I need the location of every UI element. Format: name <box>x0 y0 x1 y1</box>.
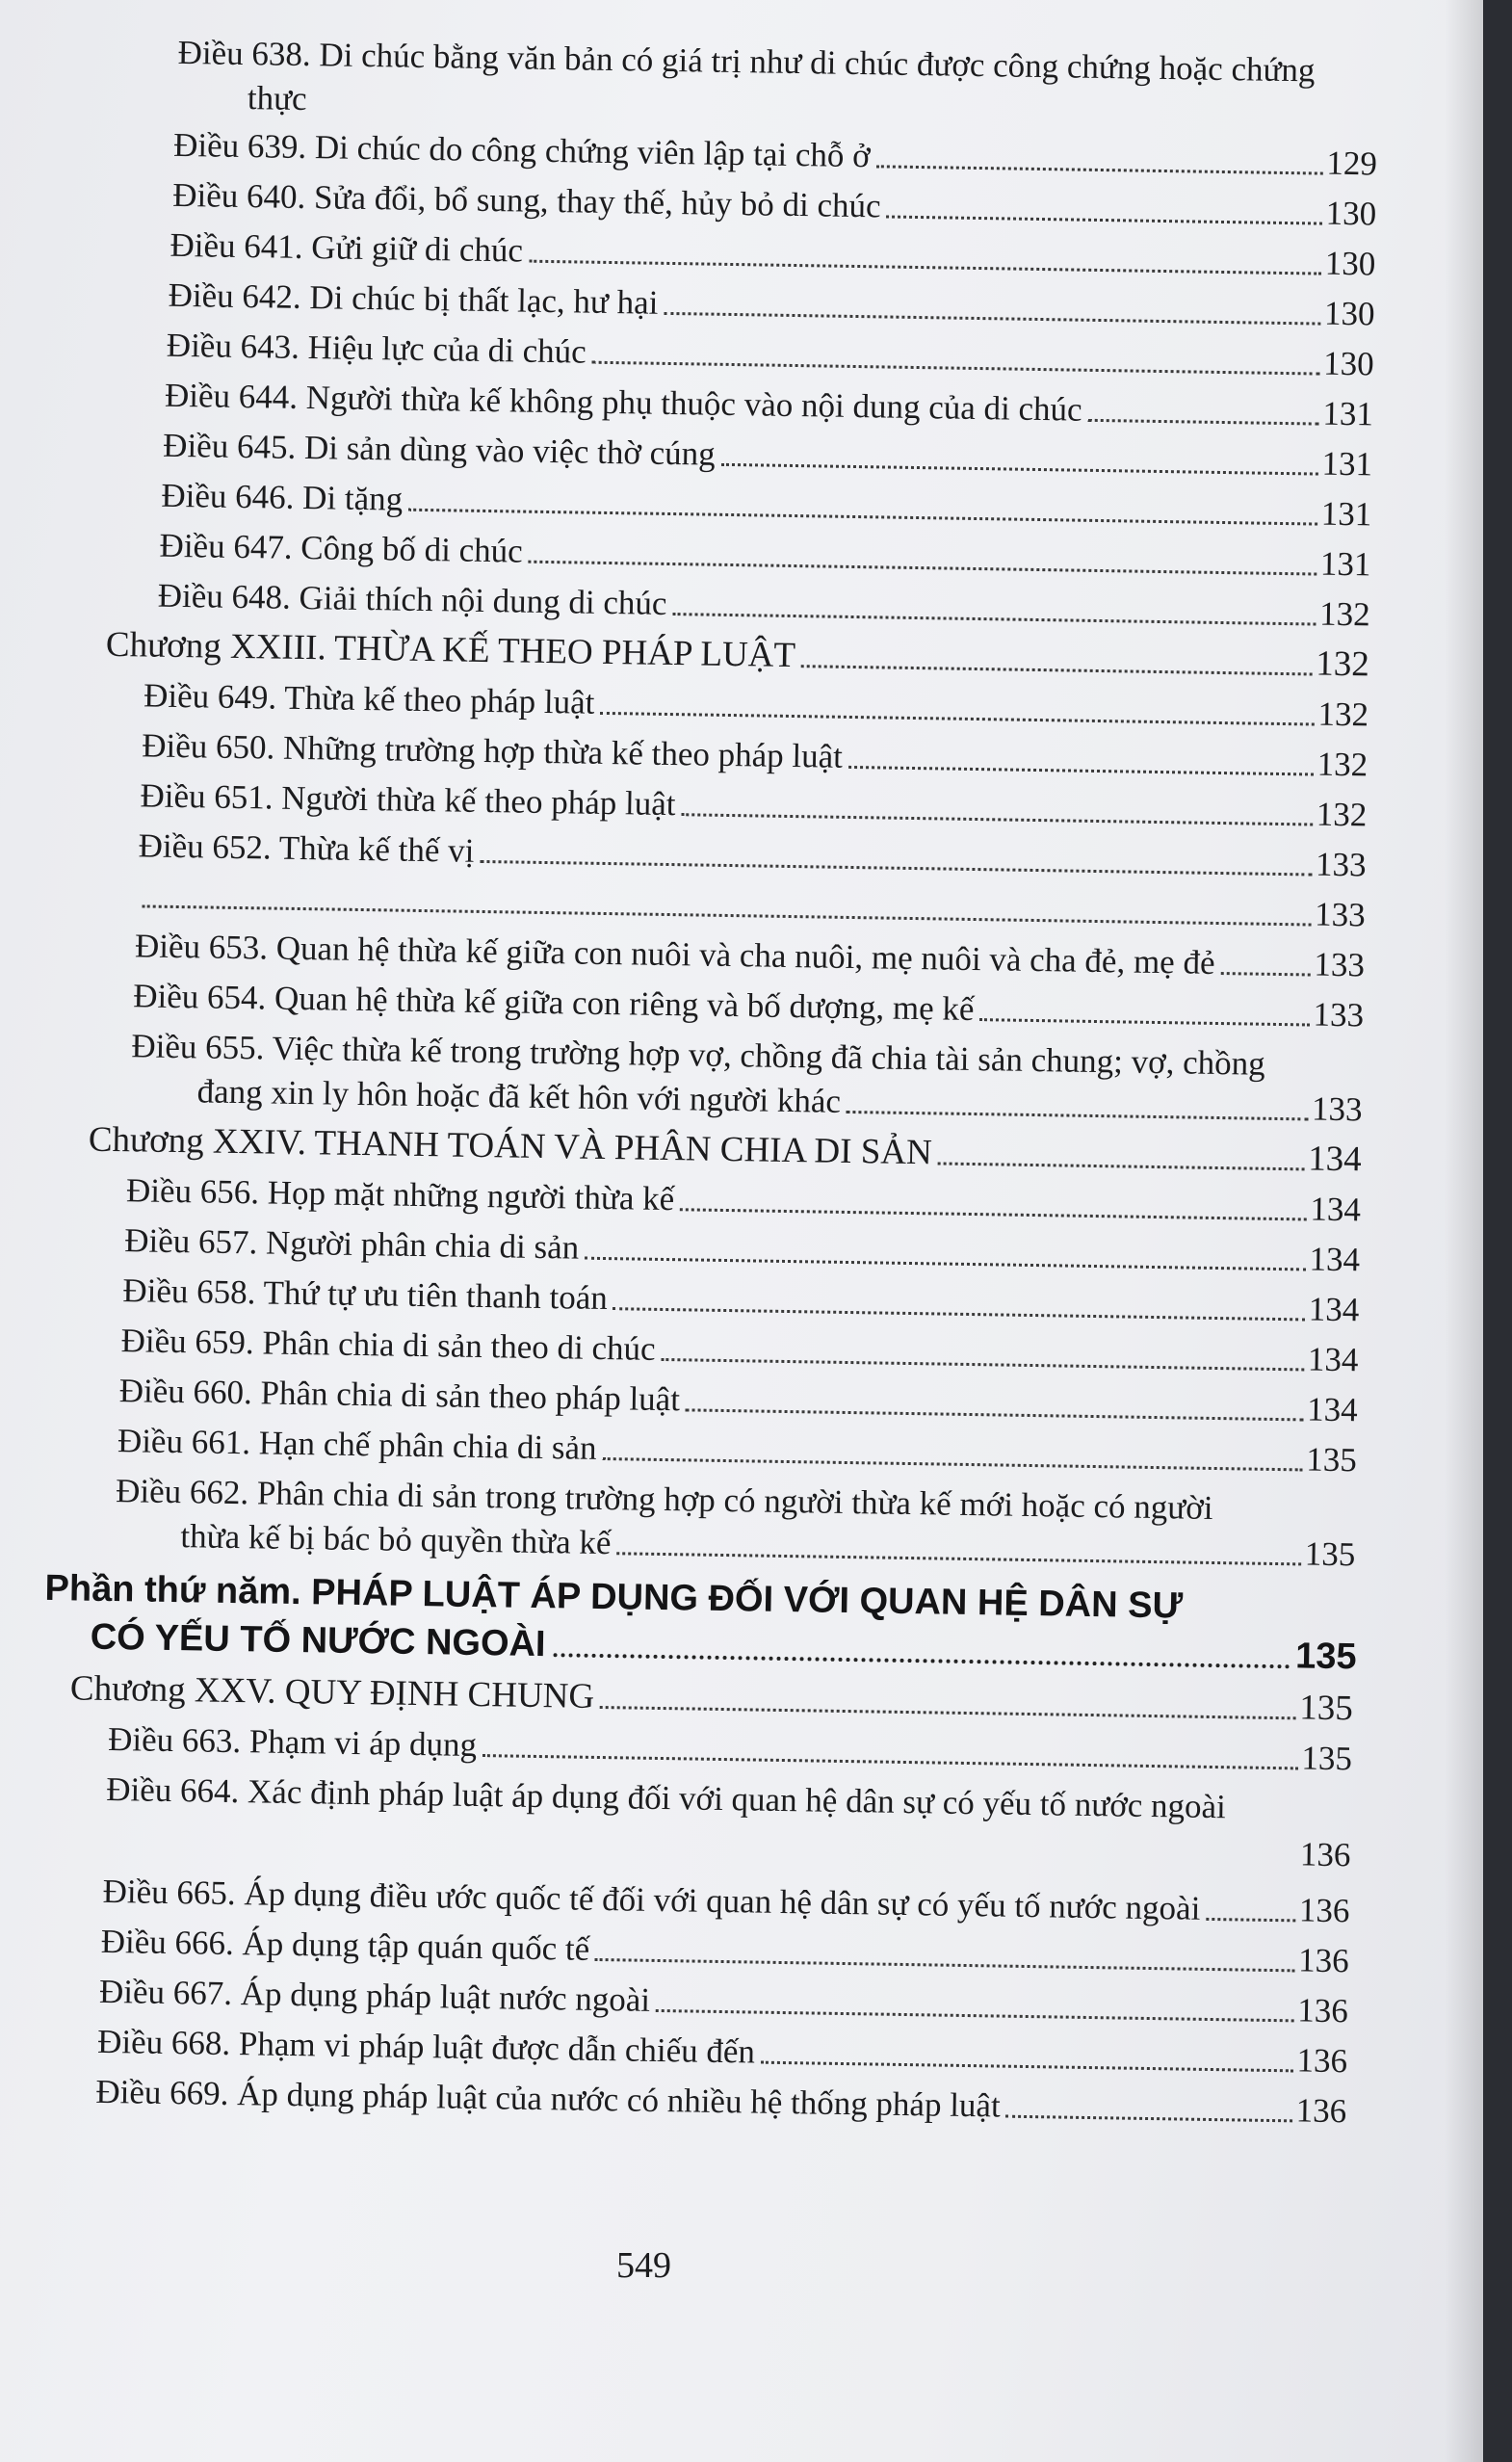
leader-dots <box>847 1111 1308 1121</box>
leader-dots <box>680 1208 1306 1220</box>
leader-dots <box>761 2061 1293 2073</box>
toc-entry[interactable]: Điều 667. Áp dụng pháp luật nước ngoài 136 <box>99 1971 1349 2032</box>
leader-dots <box>681 813 1312 825</box>
toc-entry-664-line1: Điều 664. Xác định pháp luật áp dụng đối với quan hệ dân sự có yếu tố nước ngoài <box>106 1769 1227 1826</box>
leader-dots <box>613 1307 1305 1321</box>
leader-dots <box>801 665 1312 675</box>
page-ref: 134 <box>1306 1390 1358 1429</box>
leader-dots <box>553 1653 1290 1668</box>
page-ref: 133 <box>1313 995 1365 1035</box>
leader-dots <box>143 904 1311 926</box>
page-ref: 130 <box>1323 294 1375 333</box>
page-ref: 132 <box>1317 694 1369 734</box>
page-ref: 135 <box>1298 1688 1354 1729</box>
page-ref: 130 <box>1324 244 1376 283</box>
page-ref: 133 <box>1314 895 1367 934</box>
page-ref: 131 <box>1319 544 1371 584</box>
leader-dots <box>616 1552 1300 1565</box>
toc-entry[interactable]: Điều 647. Công bố di chúc 131 <box>159 525 1371 587</box>
toc-chapter-24[interactable]: Chương XXIV. THANH TOÁN VÀ PHÂN CHIA DI SẢN 134 <box>88 1119 1363 1180</box>
toc-entry-638-line2: thực <box>247 79 307 118</box>
page-ref: 132 <box>1318 594 1370 634</box>
leader-dots <box>408 509 1317 526</box>
page-ref: 131 <box>1320 494 1372 534</box>
leader-dots <box>602 1457 1302 1471</box>
leader-dots <box>664 312 1320 326</box>
page-ref: 133 <box>1311 1089 1363 1129</box>
toc-entry[interactable]: Điều 650. Những trường hợp thừa kế theo pháp luật 132 <box>142 724 1369 786</box>
toc-entry[interactable]: Điều 646. Di tặng 131 <box>161 475 1372 537</box>
leader-dots <box>848 766 1314 776</box>
toc-entry[interactable]: Điều 663. Phạm vi áp dụng 135 <box>108 1718 1353 1780</box>
page-ref: 135 <box>1304 1534 1356 1574</box>
toc-entry-662-line1: Điều 662. Phân chia di sản trong trường hợp có người thừa kế mới hoặc có người <box>115 1472 1213 1527</box>
page-ref: 133 <box>1315 845 1367 884</box>
toc-entry-655-line1: Điều 655. Việc thừa kế trong trường hợp vợ, chồng đã chia tài sản chung; vợ, chồng <box>131 1027 1266 1083</box>
toc-entry[interactable]: Điều 665. Áp dụng điều ước quốc tế đối với quan hệ dân sự có yếu tố nước ngoài 136 <box>102 1871 1350 1932</box>
toc-entry[interactable]: Điều 644. Người thừa kế không phụ thuộc vào nội dung của di chúc 131 <box>165 375 1374 436</box>
page-ref: 134 <box>1308 1290 1360 1329</box>
toc-entry[interactable]: Điều 642. Di chúc bị thất lạc, hư hại 130 <box>168 275 1375 336</box>
toc-entry[interactable]: Điều 658. Thứ tự ưu tiên thanh toán 134 <box>122 1270 1360 1331</box>
leader-dots <box>482 1754 1297 1769</box>
page-ref: 136 <box>1295 2091 1347 2131</box>
page-ref: 136 <box>1298 1891 1350 1930</box>
toc-entry[interactable]: Điều 651. Người thừa kế theo pháp luật 132 <box>140 774 1368 836</box>
leader-dots <box>600 1706 1295 1719</box>
page-ref: 134 <box>1309 1240 1361 1279</box>
page-ref: 135 <box>1306 1440 1358 1480</box>
page-ref: 130 <box>1325 194 1377 233</box>
page-ref: 131 <box>1321 444 1373 484</box>
toc-entry-662[interactable]: thừa kế bị bác bỏ quyền thừa kế 135 <box>180 1515 1356 1576</box>
page-ref: 130 <box>1322 344 1375 383</box>
toc-part-5-line1: Phần thứ năm. PHÁP LUẬT ÁP DỤNG ĐỐI VỚI QUAN HỆ DÂN SỰ <box>44 1567 1184 1627</box>
leader-dots <box>595 1958 1294 1972</box>
toc-entry[interactable]: Điều 641. Gửi giữ di chúc 130 <box>169 224 1376 286</box>
toc-chapter-23[interactable]: Chương XXIII. THỪA KẾ THEO PHÁP LUẬT 132 <box>105 624 1370 685</box>
page-ref: 136 <box>1299 1835 1351 1874</box>
leader-dots <box>529 561 1316 576</box>
leader-dots <box>529 260 1321 275</box>
page-ref: 131 <box>1322 394 1374 433</box>
leader-dots <box>686 1408 1303 1421</box>
toc-entry[interactable]: Điều 654. Quan hệ thừa kế giữa con riêng và bố dượng, mẹ kế 133 <box>133 975 1365 1036</box>
page-number: 549 <box>616 2245 671 2286</box>
page-ref: 132 <box>1315 643 1370 685</box>
toc-entry[interactable]: Điều 653. Quan hệ thừa kế giữa con nuôi và cha nuôi, mẹ nuôi và cha đẻ, mẹ đẻ 133 <box>135 925 1366 986</box>
leader-dots <box>480 860 1312 877</box>
toc-entry[interactable]: Điều 657. Người phân chia di sản 134 <box>124 1219 1361 1281</box>
leader-dots <box>1206 1918 1295 1922</box>
leader-dots <box>938 1162 1305 1170</box>
page-ref: 132 <box>1316 745 1369 784</box>
page-ref: 135 <box>1294 1636 1357 1678</box>
toc-entry[interactable]: Điều 643. Hiệu lực của di chúc 130 <box>167 325 1375 386</box>
leader-dots <box>600 712 1314 726</box>
toc-entry-655[interactable]: đang xin ly hôn hoặc đã kết hôn với người khác 133 <box>196 1070 1363 1131</box>
leader-dots <box>592 361 1320 376</box>
toc-entry-638-line1: Điều 638. Di chúc bằng văn bản có giá trị như di chúc được công chứng hoặc chứng <box>177 33 1316 90</box>
page-ref: 136 <box>1297 1941 1349 1980</box>
toc-entry[interactable]: Điều 666. Áp dụng tập quán quốc tế 136 <box>100 1921 1349 1982</box>
toc-entry-664-page[interactable] <box>1223 1832 1351 1876</box>
leader-dots <box>886 215 1321 224</box>
toc-entry[interactable]: Điều 640. Sửa đổi, bổ sung, thay thế, hủy bỏ di chúc 130 <box>172 174 1377 236</box>
leader-dots <box>585 1257 1305 1271</box>
leader-dots <box>656 2009 1293 2022</box>
page-ref: 135 <box>1301 1739 1353 1778</box>
toc-entry[interactable]: Điều 649. Thừa kế theo pháp luật 132 <box>143 674 1369 736</box>
toc-entry[interactable]: Điều 648. Giải thích nội dung di chúc 132 <box>157 575 1370 637</box>
leader-dots <box>876 165 1323 174</box>
leader-dots <box>1087 419 1318 426</box>
toc-entry[interactable]: Điều 659. Phân chia di sản theo di chúc 134 <box>120 1320 1359 1381</box>
toc-entry[interactable]: Điều 669. Áp dụng pháp luật của nước có nhiều hệ thống pháp luật 136 <box>95 2071 1347 2133</box>
page-ref: 133 <box>1314 945 1366 984</box>
toc-entry[interactable]: Điều 639. Di chúc do công chứng viên lập tại chỗ ở 129 <box>173 124 1378 186</box>
leader-dots <box>672 613 1316 625</box>
table-of-contents <box>0 29 1483 2267</box>
page-edge-shadow <box>1445 0 1483 2462</box>
toc-entry[interactable]: Điều 668. Phạm vi pháp luật được dẫn chiếu đến 136 <box>97 2021 1348 2082</box>
toc-entry[interactable]: Điều 661. Hạn chế phân chia di sản 135 <box>117 1420 1358 1481</box>
page-ref: 136 <box>1296 2041 1348 2081</box>
toc-entry[interactable]: Điều 645. Di sản dùng vào việc thờ cúng 131 <box>163 425 1373 486</box>
toc-entry[interactable]: Điều 656. Họp mặt những người thừa kế 134 <box>126 1169 1362 1231</box>
leader-dots <box>661 1358 1303 1371</box>
toc-entry[interactable]: Điều 660. Phân chia di sản theo pháp luật 134 <box>118 1370 1358 1431</box>
toc-chapter-25[interactable]: Chương XXV. QUY ĐỊNH CHUNG 135 <box>69 1668 1354 1729</box>
page-ref: 134 <box>1307 1340 1359 1379</box>
leader-dots <box>979 1018 1309 1026</box>
leader-dots <box>721 463 1318 476</box>
toc-part-5[interactable]: CÓ YẾU TỐ NƯỚC NGOÀI 135 <box>90 1614 1357 1681</box>
page-ref: 129 <box>1326 144 1378 183</box>
page-ref: 132 <box>1316 795 1368 834</box>
page-ref: 134 <box>1310 1190 1362 1229</box>
leader-dots <box>1006 2115 1292 2123</box>
page-ref: 136 <box>1297 1991 1349 2030</box>
toc-entry[interactable]: Điều 652. Thừa kế thế vị 133 <box>138 825 1367 886</box>
leader-dots <box>1220 972 1310 976</box>
page-ref: 134 <box>1307 1139 1363 1180</box>
